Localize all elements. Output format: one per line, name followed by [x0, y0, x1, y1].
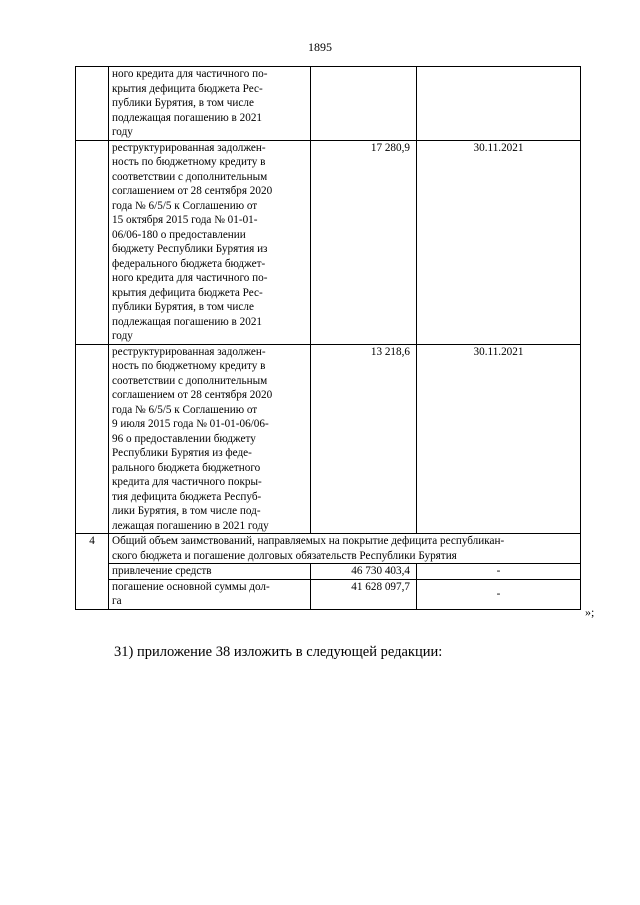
page-number: 1895: [308, 40, 332, 54]
row-sum: 13 218,6: [311, 344, 417, 534]
row-description: ного кредита для частичного по- крытия дефицита бюджета Рес- публики Бурятия, в том числе подлежащая погашению в 2021 году: [109, 67, 311, 141]
instruction-text: 31) приложение 38 изложить в следующей редакции:: [114, 644, 443, 660]
row-sum: 41 628 097,7: [311, 579, 417, 609]
debt-table: [75, 66, 581, 610]
row-number: [76, 344, 109, 534]
section-number: 4: [76, 534, 109, 610]
row-description: реструктурированная задолжен- ность по бюджетному кредиту в соответствии с дополнительным соглашением от 28 сентября 2020 года № 6/5/5 к Соглашению от 9 июля 2015 года № 01-01-06/06- 96 о предоставлении бюджету Республики Бурятия из феде- рального бюджета бюджетного кредита для частичного покры- тия дефицита бюджета Респуб- лики Бурятия, в том числе под- лежащая погашению в 2021 году: [109, 344, 311, 534]
row-sum: 46 730 403,4: [311, 564, 417, 580]
row-description: привлечение средств: [109, 564, 311, 580]
row-description: погашение основной суммы дол- га: [109, 579, 311, 609]
section-title: Общий объем заимствований, направляемых на покрытие дефицита республикан- ского бюджета и погашение долговых обязательств Республики Бурятия: [109, 534, 581, 564]
row-date: -: [417, 579, 581, 609]
row-number: [76, 140, 109, 344]
table-row: [76, 67, 581, 141]
closing-quote-mark: »;: [585, 605, 595, 619]
row-date: -: [417, 564, 581, 580]
table-row: [76, 564, 581, 580]
row-date: [417, 67, 581, 141]
row-sum: 17 280,9: [311, 140, 417, 344]
row-number: [76, 67, 109, 141]
row-date: 30.11.2021: [417, 140, 581, 344]
table-row: [76, 344, 581, 534]
row-sum: [311, 67, 417, 141]
row-description: реструктурированная задолжен- ность по бюджетному кредиту в соответствии с дополнительным соглашением от 28 сентября 2020 года № 6/5/5 к Соглашению от 15 октября 2015 года № 01-01- 06/06-180 о предоставлении бюджету Республики Бурятия из федерального бюджета бюджет- ного кредита для частичного по- крытия дефицита бюджета Рес- публики Бурятия, в том числе подлежащая погашению в 2021 году: [109, 140, 311, 344]
table-row: [76, 579, 581, 609]
row-date: 30.11.2021: [417, 344, 581, 534]
table-row-section-4: [76, 534, 581, 564]
table-row: [76, 140, 581, 344]
